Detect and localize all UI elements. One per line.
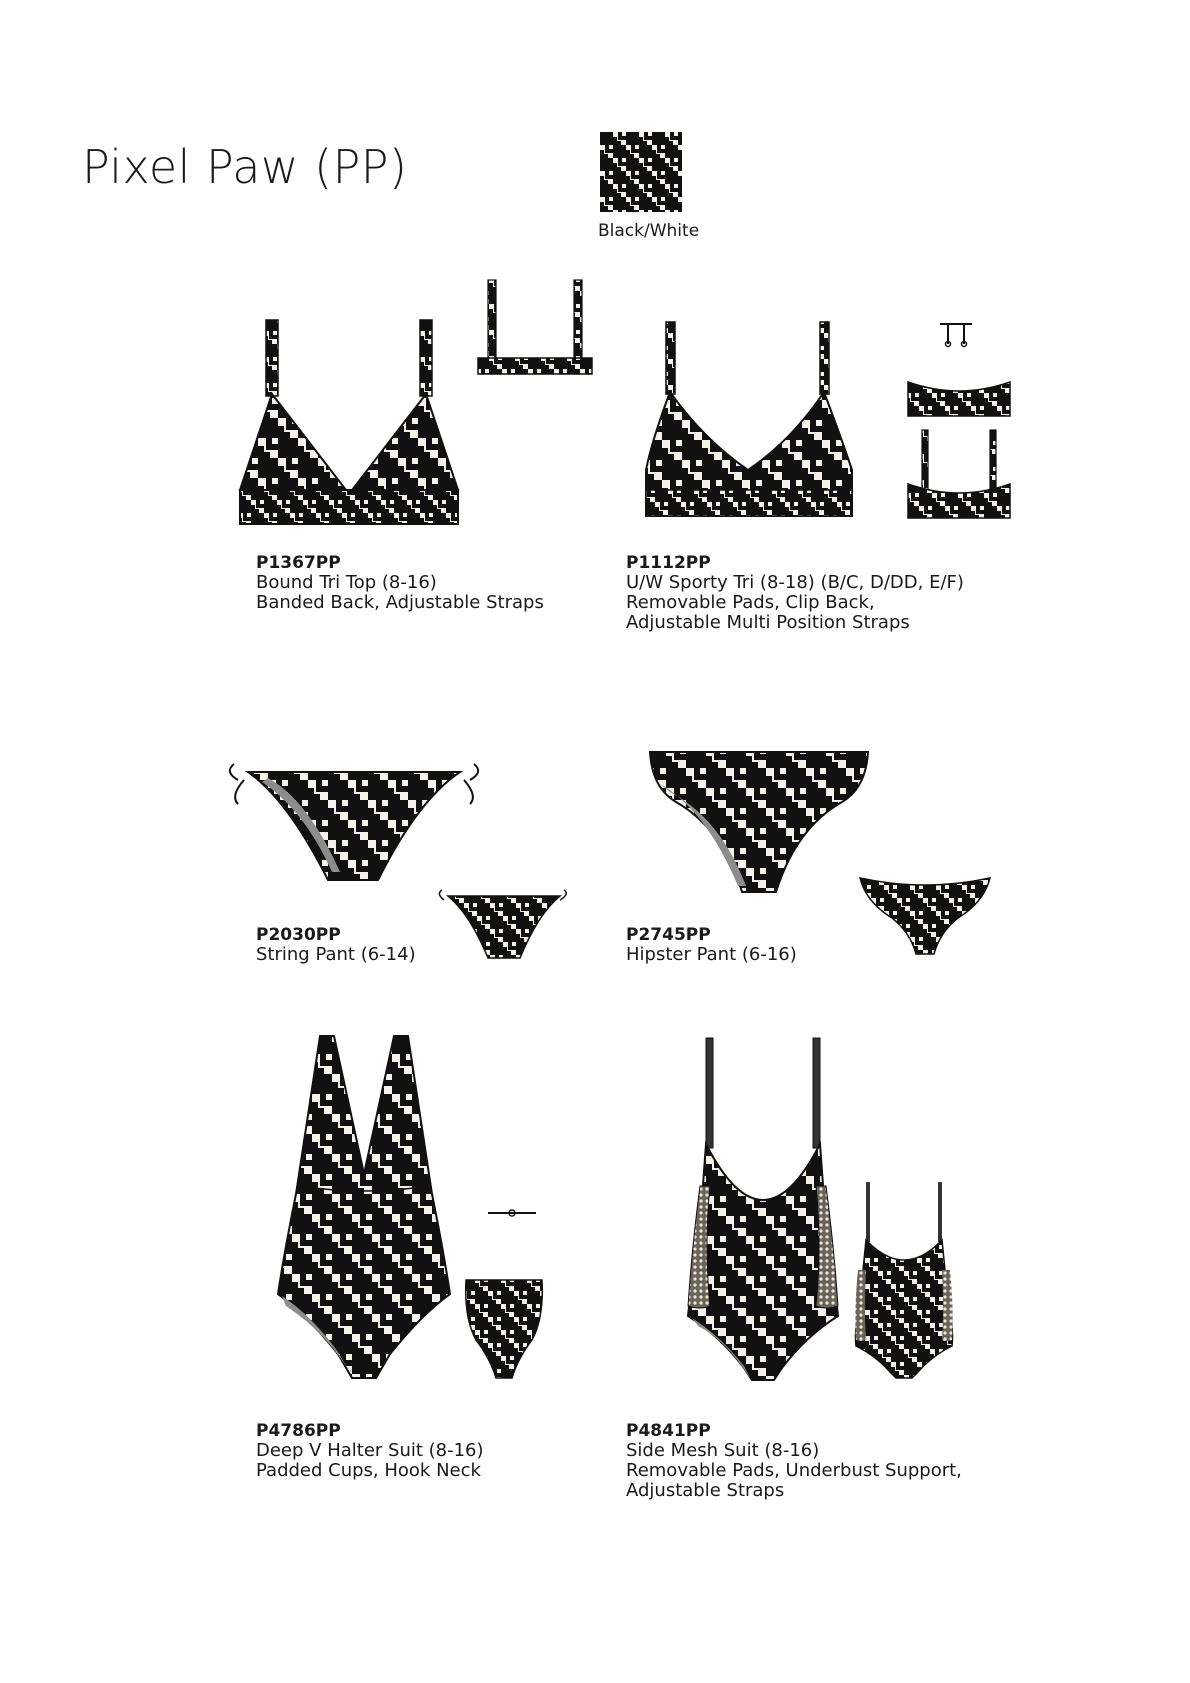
product-description-line: Hipster Pant (6-16) bbox=[626, 944, 797, 965]
string-pant-front-sketch bbox=[228, 760, 480, 890]
product-code: P1367PP bbox=[256, 553, 341, 573]
sporty-tri-front-sketch bbox=[642, 320, 856, 520]
product-description-line: U/W Sporty Tri (8-18) (B/C, D/DD, E/F) bbox=[626, 572, 964, 593]
product-description-line: Adjustable Multi Position Straps bbox=[626, 612, 910, 633]
product-caption-p1112pp bbox=[626, 553, 964, 633]
hipster-pant-front-sketch bbox=[646, 748, 872, 896]
halter-suit-hook-detail-sketch bbox=[486, 1206, 538, 1220]
bound-tri-top-back-sketch bbox=[476, 278, 594, 378]
product-description-line: Side Mesh Suit (8-16) bbox=[626, 1440, 820, 1461]
side-mesh-suit-back-sketch bbox=[852, 1180, 956, 1380]
product-code: P4786PP bbox=[256, 1421, 341, 1441]
sporty-tri-multiposition-back-sketch bbox=[906, 428, 1012, 522]
product-description-line: Removable Pads, Underbust Support, bbox=[626, 1460, 962, 1481]
swatch-image bbox=[600, 132, 682, 212]
string-pant-back-sketch bbox=[438, 890, 570, 962]
product-description-line: Padded Cups, Hook Neck bbox=[256, 1460, 481, 1481]
product-description-line: String Pant (6-14) bbox=[256, 944, 416, 965]
swatch-label: Black/White bbox=[598, 221, 700, 241]
sporty-tri-clip-detail-sketch bbox=[936, 318, 976, 348]
product-description-line: Removable Pads, Clip Back, bbox=[626, 592, 875, 613]
product-description-line: Adjustable Straps bbox=[626, 1480, 785, 1501]
halter-suit-front-sketch bbox=[272, 1034, 456, 1382]
page-title: Pixel Paw (PP) bbox=[82, 140, 408, 194]
product-caption-p4841pp bbox=[626, 1421, 962, 1501]
product-caption-p2030pp bbox=[256, 925, 416, 965]
product-caption-p1367pp bbox=[256, 553, 544, 613]
side-mesh-suit-front-sketch bbox=[686, 1036, 840, 1382]
product-code: P1112PP bbox=[626, 553, 711, 573]
product-description-line: Bound Tri Top (8-16) bbox=[256, 572, 437, 593]
product-code: P4841PP bbox=[626, 1421, 711, 1441]
product-description-line: Deep V Halter Suit (8-16) bbox=[256, 1440, 484, 1461]
bound-tri-top-front-sketch bbox=[238, 318, 460, 528]
product-code: P2030PP bbox=[256, 925, 341, 945]
hipster-pant-back-sketch bbox=[858, 872, 992, 958]
product-caption-p2745pp bbox=[626, 925, 797, 965]
product-description-line: Banded Back, Adjustable Straps bbox=[256, 592, 544, 613]
product-caption-p4786pp bbox=[256, 1421, 484, 1481]
sporty-tri-back-sketch bbox=[906, 380, 1012, 420]
halter-suit-back-sketch bbox=[462, 1278, 546, 1380]
product-code: P2745PP bbox=[626, 925, 711, 945]
